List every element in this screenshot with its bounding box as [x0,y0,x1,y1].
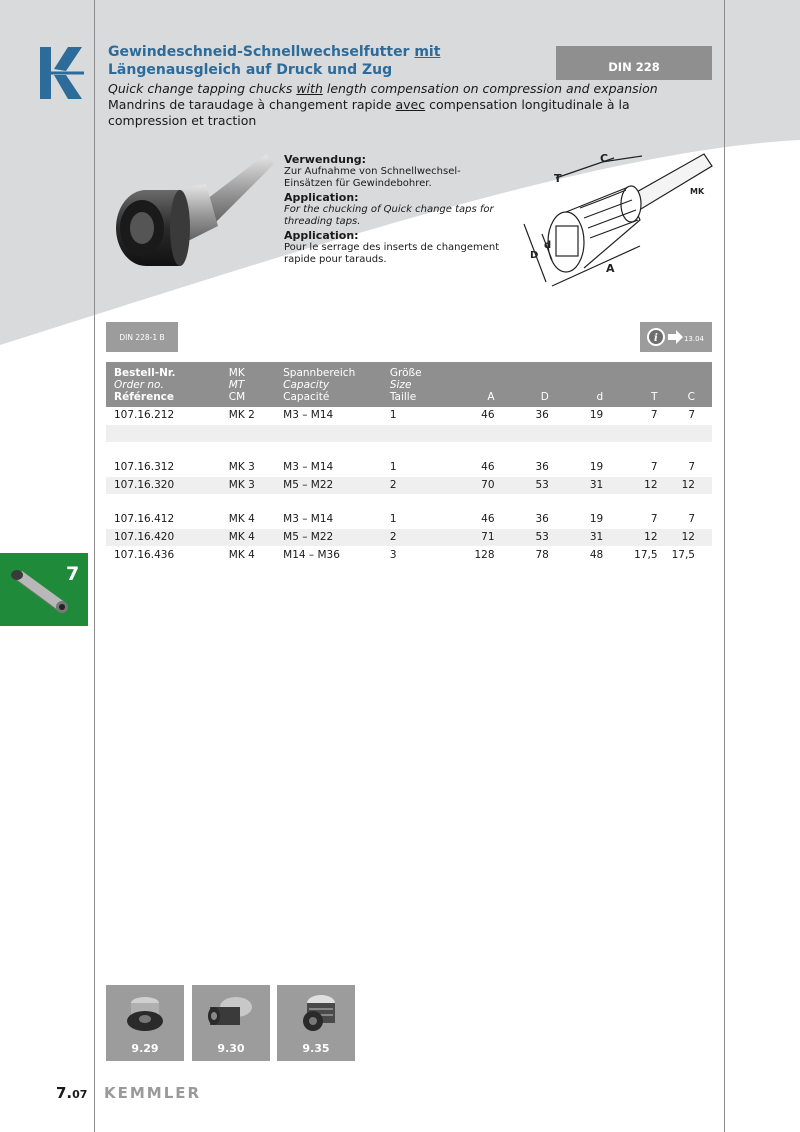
cell-mk: MK 4 [229,511,283,529]
technical-drawing [516,150,716,290]
cell-a: 46 [440,459,494,477]
spec-table [106,362,712,565]
cell-a: 70 [440,476,494,494]
cell-a: 128 [440,547,494,565]
cell-t: 12 [603,476,657,494]
col-t: T [603,362,657,407]
col-d-upper: D [495,362,549,407]
label-mk: MK [690,187,705,196]
svg-text:i: i [654,333,658,344]
col-d-lower: d [549,362,603,407]
cell-d-lower: 19 [549,407,603,425]
info-ref-number: 13.04 [683,335,704,343]
table-row [106,529,712,547]
cell-d-upper: 36 [495,511,549,529]
accessory-ref-2: 9.30 [217,1042,245,1055]
cell-c: 7 [658,407,712,425]
right-margin-rule [724,0,725,1132]
label-c: C [600,152,609,165]
col-mk: MK MT CM [229,362,283,407]
title-french: Mandrins de taraudage à changement rapide avec compensation longitudinale à la compression et traction [108,97,630,128]
accessory-ref-1: 9.29 [131,1042,159,1055]
cell-size: 2 [390,476,440,494]
col-a: A [440,362,494,407]
cell-order: 107.16.420 [106,529,229,547]
cell-capacity: M5 – M22 [283,529,390,547]
cell-t: 12 [603,529,657,547]
usage-heading-de: Verwendung: [284,153,367,166]
kemmler-k-logo [40,47,84,99]
cell-capacity: M14 – M36 [283,547,390,565]
product-photo [106,148,278,276]
cell-order: 107.16.412 [106,511,229,529]
usage-text-de: Zur Aufnahme von Schnellwechsel-Einsätzen für Gewindebohrer. [284,166,461,189]
title-english: Quick change tapping chucks with length compensation on compression and expansion [108,81,658,96]
cell-c: 12 [658,529,712,547]
label-t: T [554,172,562,185]
accessory-thumbnail-2[interactable] [192,985,270,1061]
cell-a: 46 [440,511,494,529]
cell-order: 107.16.312 [106,459,229,477]
cell-d-upper: 53 [495,529,549,547]
cell-a: 71 [440,529,494,547]
accessory-ref-3: 9.35 [302,1042,330,1055]
usage-description [284,152,504,266]
cell-d-upper: 36 [495,459,549,477]
cell-c: 17,5 [658,547,712,565]
cell-t: 7 [603,407,657,425]
din-badge: DIN 228 [556,46,712,80]
cell-c: 7 [658,459,712,477]
table-row [106,547,712,565]
table-spacer [106,442,712,459]
cell-mk: MK 3 [229,476,283,494]
page-number: 7.07 [56,1084,88,1102]
cell-d-lower: 19 [549,511,603,529]
din-small-badge: DIN 228-1 B [106,322,178,352]
cell-size: 3 [390,547,440,565]
cell-d-upper: 78 [495,547,549,565]
accessory-thumbnail-1[interactable] [106,985,184,1061]
left-margin-rule [94,0,95,1132]
col-order: Bestell-Nr. Order no. Référence [106,362,229,407]
cell-capacity: M3 – M14 [283,459,390,477]
chapter-number: 7 [66,563,80,585]
col-c: C [658,362,712,407]
cell-size: 1 [390,459,440,477]
cell-d-lower: 31 [549,529,603,547]
usage-heading-fr: Application: [284,229,359,242]
cell-c: 12 [658,476,712,494]
info-icon [646,326,686,348]
cell-capacity: M3 – M14 [283,511,390,529]
usage-text-en: For the chucking of Quick change taps for threading taps. [284,204,494,227]
table-row [106,476,712,494]
cell-t: 7 [603,459,657,477]
cell-capacity: M5 – M22 [283,476,390,494]
cell-d-lower: 19 [549,459,603,477]
cell-size: 1 [390,407,440,425]
chapter-product-icon [8,565,70,617]
cell-d-upper: 53 [495,476,549,494]
cell-order: 107.16.436 [106,547,229,565]
title-german: Gewindeschneid-Schnellwechselfutter mit Längenausgleich auf Druck und Zug [108,44,441,78]
chapter-tab[interactable] [0,553,88,626]
cell-size: 2 [390,529,440,547]
cell-t: 7 [603,511,657,529]
table-row [106,511,712,529]
insert-icon [206,993,256,1035]
table-spacer [106,494,712,511]
table-spacer [106,425,712,442]
cell-c: 7 [658,511,712,529]
info-reference[interactable] [640,322,712,352]
cell-capacity: M3 – M14 [283,407,390,425]
brand-wordmark: KEMMLER [104,1084,202,1102]
cell-size: 1 [390,511,440,529]
cell-d-lower: 48 [549,547,603,565]
cell-a: 46 [440,407,494,425]
usage-heading-en: Application: [284,191,359,204]
section-subhead [106,322,712,352]
cell-mk: MK 4 [229,529,283,547]
cell-d-lower: 31 [549,476,603,494]
accessory-thumbnail-3[interactable] [277,985,355,1061]
cell-order: 107.16.212 [106,407,229,425]
cell-d-upper: 36 [495,407,549,425]
cell-order: 107.16.320 [106,476,229,494]
insert-icon [120,993,170,1035]
cell-t: 17,5 [603,547,657,565]
label-d-lower: d [544,240,552,251]
table-header-row [106,362,712,407]
col-capacity: Spannbereich Capacity Capacité [283,362,390,407]
usage-text-fr: Pour le serrage des inserts de changement rapide pour tarauds. [284,242,500,265]
cell-mk: MK 2 [229,407,283,425]
col-size: Größe Size Taille [390,362,440,407]
cell-mk: MK 4 [229,547,283,565]
label-a: A [606,262,615,275]
insert-icon [291,993,341,1035]
label-d-upper: D [530,250,539,261]
table-row [106,459,712,477]
cell-mk: MK 3 [229,459,283,477]
table-row [106,407,712,425]
